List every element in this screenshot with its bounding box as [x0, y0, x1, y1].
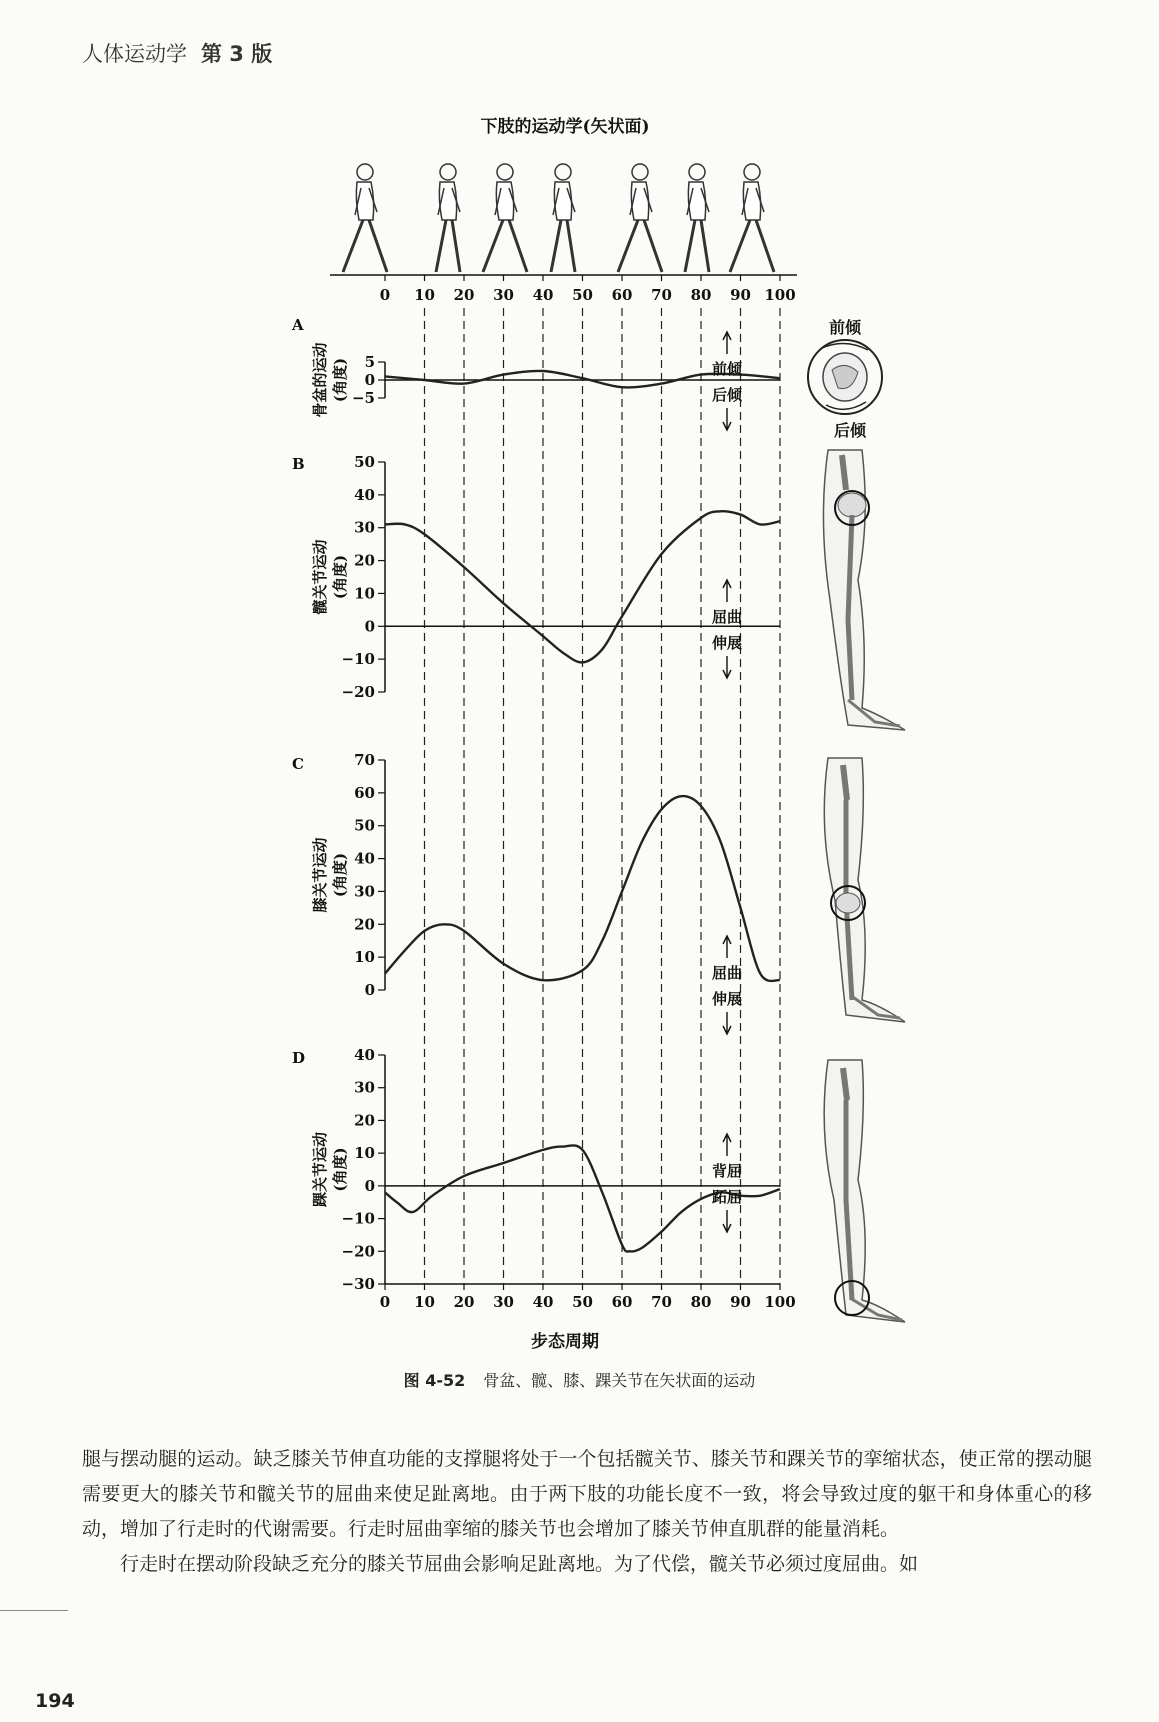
x-tick-label: 100 [764, 286, 796, 304]
caption-text: 骨盆、髋、膝、踝关节在矢状面的运动 [483, 1371, 756, 1390]
up-direction-label: 屈曲 [711, 964, 743, 982]
figure-legs [685, 220, 709, 272]
down-direction-label: 伸展 [711, 990, 743, 1008]
y-tick-label: 20 [354, 915, 375, 934]
y-tick-label: −20 [341, 683, 375, 701]
down-arrow-icon [723, 408, 731, 430]
x-tick-label: 60 [611, 1293, 633, 1311]
figure-head [632, 164, 648, 180]
y-tick-label: 40 [354, 485, 375, 504]
x-axis-label: 步态周期 [531, 1332, 599, 1352]
x-tick-label: 90 [730, 286, 751, 304]
up-direction-label: 背屈 [711, 1162, 743, 1180]
y-tick-label: 30 [354, 518, 375, 537]
y-tick-label: 10 [354, 1144, 375, 1163]
x-tick-label: 70 [651, 286, 672, 304]
chart-panel-b [292, 453, 780, 701]
x-tick-label: 80 [690, 1293, 712, 1311]
figure-head [357, 164, 373, 180]
y-tick-label: 0 [364, 371, 375, 389]
up-arrow-icon [723, 1134, 731, 1156]
y-tick-label: 0 [364, 1176, 375, 1195]
figure-head [744, 164, 760, 180]
x-tick-label: 50 [572, 1293, 593, 1311]
x-tick-label: 0 [379, 1293, 391, 1311]
figure-torso [439, 182, 456, 220]
walking-figure-icon [343, 164, 774, 272]
y-axis-unit-label: (角度) [331, 554, 349, 600]
figure-legs [618, 220, 662, 272]
down-arrow-icon [723, 1012, 731, 1034]
y-tick-label: 10 [354, 584, 375, 603]
panel-letter: C [292, 755, 304, 773]
figure-head [689, 164, 705, 180]
walking-figure [551, 164, 575, 272]
figure-torso [356, 182, 373, 220]
walking-figure [685, 164, 709, 272]
x-tick-label: 50 [572, 286, 593, 304]
chart-panel-d [292, 1046, 780, 1293]
figure-legs [483, 220, 527, 272]
y-tick-label: 20 [354, 551, 375, 570]
y-tick-label: 30 [354, 882, 375, 901]
y-tick-label: 40 [354, 1046, 375, 1064]
y-axis-label: 髋关节运动 [311, 539, 329, 615]
x-tick-label: 60 [611, 286, 633, 304]
y-tick-label: 40 [354, 849, 375, 868]
figure-legs [551, 220, 575, 272]
chart-panel-c [292, 751, 780, 1034]
x-tick-label: 90 [730, 1293, 751, 1311]
figure-head [497, 164, 513, 180]
x-tick-label: 30 [493, 286, 514, 304]
up-arrow-icon [723, 580, 731, 602]
hip-skeleton-icon [823, 450, 905, 730]
x-tick-label: 10 [414, 286, 435, 304]
knee-skeleton-icon [824, 758, 905, 1022]
down-direction-label: 伸展 [711, 634, 743, 652]
figure-head [440, 164, 456, 180]
x-tick-label: 40 [532, 1293, 554, 1311]
y-tick-label: 50 [354, 816, 375, 835]
up-direction-label: 前倾 [711, 360, 743, 378]
bottom-x-axis [380, 1284, 796, 1311]
figure-caption [0, 1368, 1159, 1391]
panel-letter: B [292, 455, 305, 473]
down-direction-label: 后倾 [711, 386, 743, 404]
x-tick-label: 20 [453, 286, 475, 304]
figure-head [555, 164, 571, 180]
up-arrow-icon [723, 936, 731, 958]
x-tick-label: 10 [414, 1293, 435, 1311]
walking-figure [483, 164, 527, 272]
x-tick-label: 30 [493, 1293, 514, 1311]
y-tick-label: 0 [364, 617, 375, 636]
figure-torso [631, 182, 648, 220]
x-tick-label: 100 [764, 1293, 796, 1311]
walking-figure [618, 164, 662, 272]
y-tick-label: 0 [364, 981, 375, 999]
y-tick-label: 10 [354, 948, 375, 967]
y-tick-label: −30 [341, 1275, 375, 1293]
walking-figure [343, 164, 387, 272]
x-tick-label: 80 [690, 286, 712, 304]
figure-torso [743, 182, 760, 220]
body-text [82, 1442, 1092, 1582]
y-axis-unit-label: (角度) [331, 852, 349, 898]
x-tick-label: 0 [379, 286, 391, 304]
y-axis-label: 膝关节运动 [311, 837, 329, 913]
up-direction-label: 屈曲 [711, 608, 743, 626]
y-tick-label: 5 [364, 353, 375, 371]
posterior-tilt-label: 后倾 [833, 421, 867, 440]
x-tick-label: 20 [453, 1293, 475, 1311]
pelvis-tilt-icon [808, 318, 882, 440]
panel-letter: D [292, 1049, 306, 1067]
book-title: 人体运动学 [82, 42, 187, 66]
y-axis-unit-label: (角度) [331, 357, 349, 403]
figure-legs [436, 220, 460, 272]
series-line [385, 796, 780, 981]
y-tick-label: −10 [341, 1209, 375, 1228]
x-tick-label: 40 [532, 286, 554, 304]
down-arrow-icon [723, 1210, 731, 1232]
y-tick-label: 50 [354, 453, 375, 471]
chart-panel-a [291, 316, 780, 430]
figure-title: 下肢的运动学(矢状面) [480, 117, 650, 137]
figure-legs [730, 220, 774, 272]
y-tick-label: 20 [354, 1111, 375, 1130]
edition-label: 第 3 版 [201, 42, 273, 66]
y-tick-label: 60 [354, 783, 375, 802]
page-number: 194 [35, 1690, 75, 1712]
ankle-skeleton-icon [824, 1060, 905, 1322]
margin-rule [0, 1610, 68, 1611]
top-x-axis [380, 275, 796, 304]
y-axis-unit-label: (角度) [331, 1147, 349, 1192]
y-tick-label: 70 [354, 751, 375, 769]
paragraph: 行走时在摆动阶段缺乏充分的膝关节屈曲会影响足趾离地。为了代偿，髋关节必须过度屈曲。如 [120, 1553, 919, 1575]
figure-torso [688, 182, 705, 220]
walking-figure [436, 164, 460, 272]
figure-legs [343, 220, 387, 272]
up-arrow-icon [723, 332, 731, 354]
paragraph: 腿与摆动腿的运动。缺乏膝关节伸直功能的支撑腿将处于一个包括髋关节、膝关节和踝关节的挛缩状态，使正常的摆动腿需要更大的膝关节和髋关节的屈曲来使足趾离地。由于两下肢的功能长度不一致，将会导致过度的躯干和身体重心的移动，增加了行走时的代谢需要。行走时屈曲挛缩的膝关节也会增加了膝关节伸直肌群的能量消耗。 [82, 1448, 1092, 1540]
figure-torso [496, 182, 513, 220]
caption-number: 图 4-52 [403, 1371, 466, 1390]
chart-panels [291, 316, 780, 1293]
y-tick-label: −5 [351, 389, 375, 407]
y-axis-label: 踝关节运动 [311, 1131, 329, 1208]
y-tick-label: −20 [341, 1242, 375, 1261]
y-tick-label: −10 [341, 650, 375, 669]
down-direction-label: 跖屈 [711, 1188, 743, 1206]
panel-letter: A [292, 316, 304, 334]
figure-torso [554, 182, 571, 220]
y-tick-label: 30 [354, 1078, 375, 1097]
down-arrow-icon [723, 656, 731, 678]
y-axis-label: 骨盆的运动 [311, 342, 329, 418]
anterior-tilt-label: 前倾 [828, 318, 862, 337]
x-tick-label: 70 [651, 1293, 672, 1311]
walking-figure [730, 164, 774, 272]
